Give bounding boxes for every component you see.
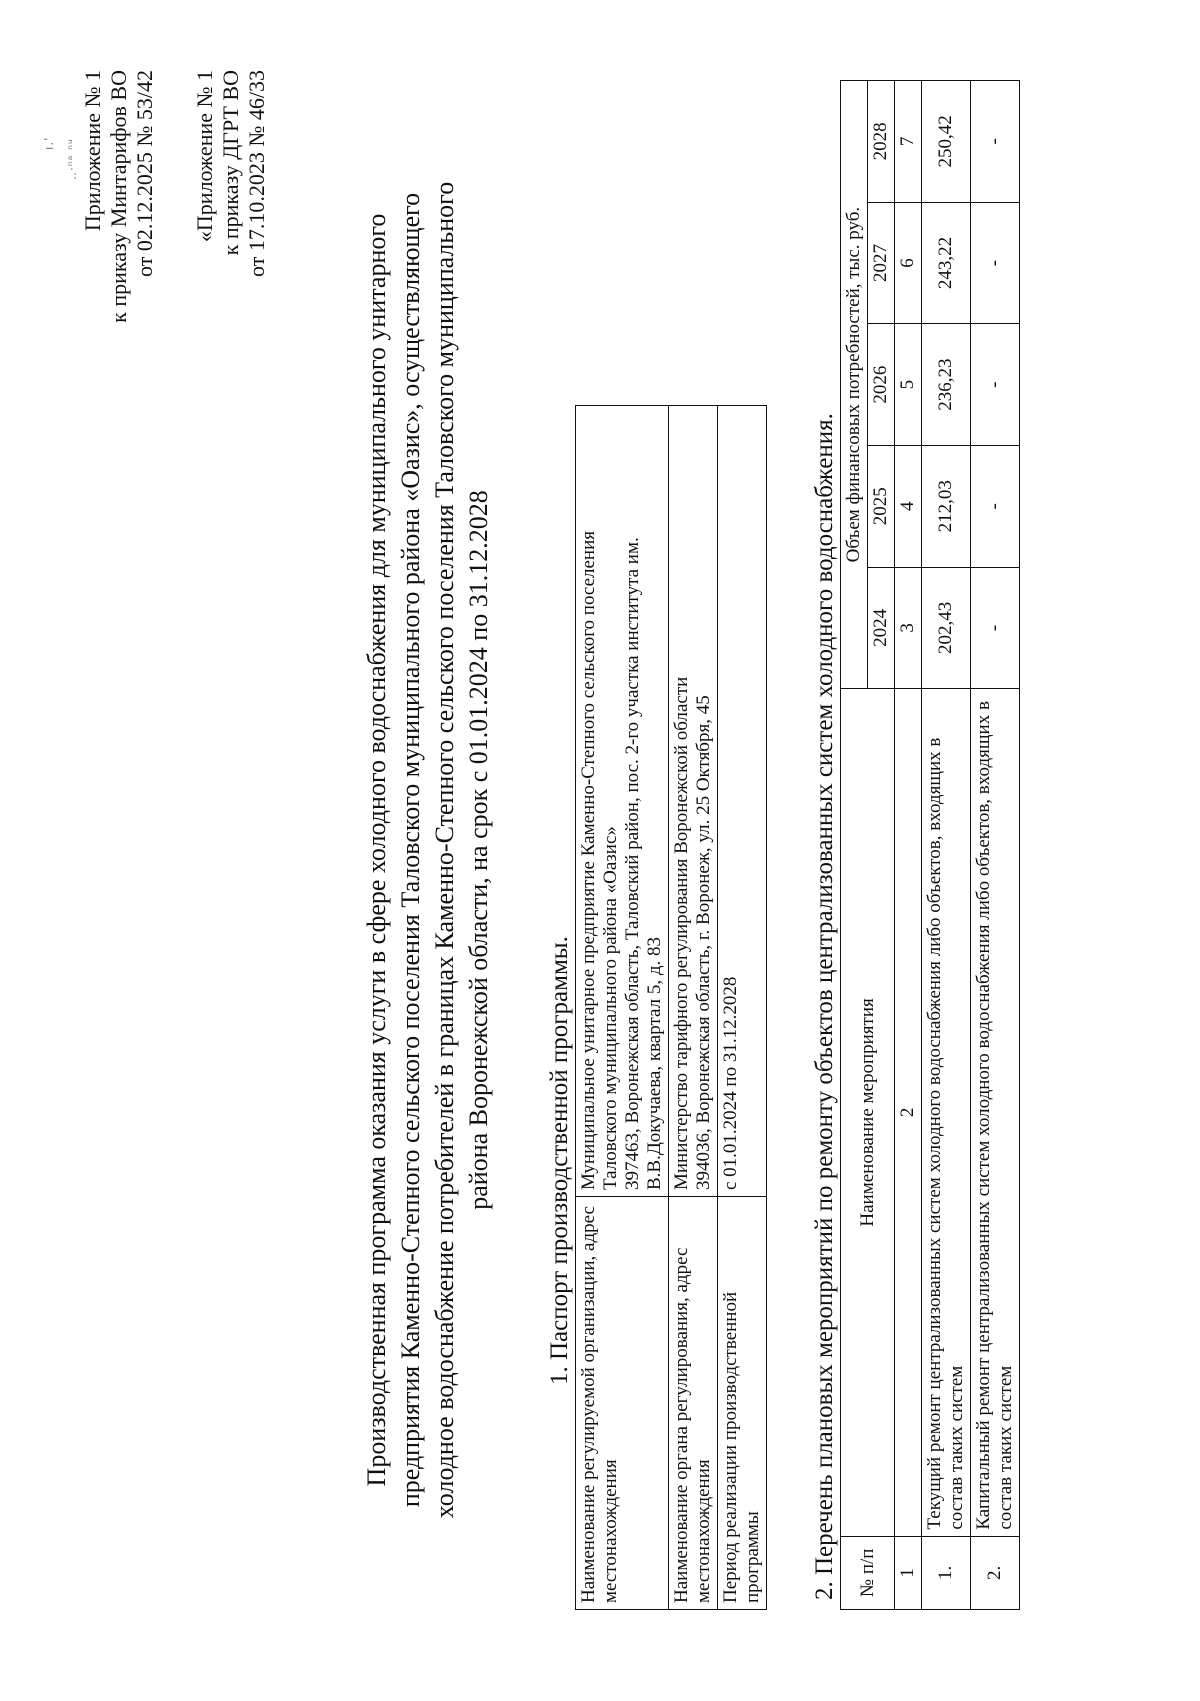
column-number: 6 (895, 202, 922, 324)
table-row (922, 81, 971, 1610)
value-line: 394036, Воронежская область, г. Воронеж, ул. 25 Октября, 45 (693, 695, 714, 1190)
value-line: Муниципальное унитарное предприятие Каменно-Степного сельского поселения (578, 530, 599, 1190)
appendix-current (80, 70, 158, 323)
measure-value: 236,23 (922, 324, 971, 446)
table-row (718, 406, 767, 1610)
value-line: Министерство тарифного регулирования Воронежской области (671, 676, 692, 1190)
row-number: 1. (922, 1536, 971, 1609)
measure-value: 212,03 (922, 445, 971, 567)
appendix-line: «Приложение № 1 (192, 70, 217, 243)
header-row (841, 81, 868, 1610)
measure-value: 250,42 (922, 81, 971, 203)
column-number: 3 (895, 567, 922, 689)
row-value (669, 406, 718, 1197)
scan-mark: ‥·ⁿᵃ ⁿᵘ (65, 138, 79, 180)
measure-name: Текущий ремонт централизованных систем холодного водоснабжения либо объектов, входящих в состав таких систем (922, 689, 971, 1536)
column-number: 7 (895, 81, 922, 203)
measure-value: - (971, 324, 1020, 446)
row-label: Наименование регулируемой организации, адрес местонахождения (576, 1197, 669, 1610)
row-label: Наименование органа регулирования, адрес местонахождения (669, 1197, 718, 1610)
measure-value: - (971, 202, 1020, 324)
header-year: 2025 (868, 445, 895, 567)
table-row (576, 406, 669, 1610)
passport-table (575, 405, 767, 1610)
appendix-line: Приложение № 1 (80, 70, 105, 232)
header-year: 2028 (868, 81, 895, 203)
title-line: предприятия Каменно-Степного сельского поселения Таловского муниципального района «Оазис», осуществляющего (396, 192, 425, 1508)
header-year: 2027 (868, 202, 895, 324)
measure-value: 243,22 (922, 202, 971, 324)
column-number: 4 (895, 445, 922, 567)
measure-name: Капитальный ремонт централизованных систем холодного водоснабжения либо объектов, входящих в состав таких систем (971, 689, 1020, 1536)
appendix-line: от 17.10.2023 № 46/33 (244, 70, 269, 277)
appendix-line: к приказу Минтарифов ВО (106, 70, 131, 323)
row-label: Период реализации производственной программы (718, 1197, 767, 1610)
value-line: с 01.01.2024 по 31.12.2028 (720, 976, 741, 1190)
header-year: 2024 (868, 567, 895, 689)
row-value (576, 406, 669, 1197)
appendix-line: к приказу ДГРТ ВО (218, 70, 243, 256)
title-line: района Воронежской области, на срок с 01.01.2024 по 31.12.2028 (464, 490, 493, 1210)
measure-value: - (971, 81, 1020, 203)
measure-value: - (971, 445, 1020, 567)
document-title (360, 80, 496, 1620)
title-line: холодное водоснабжение потребителей в границах Каменно-Степного сельского поселения Таловского муниципального (430, 181, 459, 1519)
table-row (669, 406, 718, 1610)
rotated-page (40, 70, 1170, 1630)
section2-title: 2. Перечень плановых мероприятий по ремонту объектов централизованных систем холодного водоснабжения. (811, 413, 838, 1600)
scan-mark: ı.' (42, 136, 56, 150)
table-row (971, 81, 1020, 1610)
measures-table (840, 80, 1020, 1610)
appendix-previous (192, 70, 270, 277)
row-number: 2. (971, 1536, 1020, 1609)
title-line: Производственная программа оказания услуги в сфере холодного водоснабжения для муниципального унитарного (362, 213, 391, 1487)
measure-value: - (971, 567, 1020, 689)
header-volume: Объем финансовых потребностей, тыс. руб. (841, 81, 868, 689)
value-line: Таловского муниципального района «Оазис» (600, 826, 621, 1190)
column-number: 2 (895, 689, 922, 1536)
appendix-line: от 02.12.2025 № 53/42 (132, 70, 157, 277)
column-number: 1 (895, 1536, 922, 1609)
section1-title: 1. Паспорт производственной программы. (546, 936, 573, 1385)
column-number-row (895, 81, 922, 1610)
column-number: 5 (895, 324, 922, 446)
header-year: 2026 (868, 324, 895, 446)
row-value (718, 406, 767, 1197)
measure-value: 202,43 (922, 567, 971, 689)
value-line: В.В.Докучаева, квартал 5, д. 83 (644, 936, 665, 1190)
header-name: Наименование мероприятия (841, 689, 895, 1536)
value-line: 397463, Воронежская область, Таловский район, пос. 2-го участка института им. (622, 537, 643, 1190)
header-no: № п/п (841, 1536, 895, 1609)
